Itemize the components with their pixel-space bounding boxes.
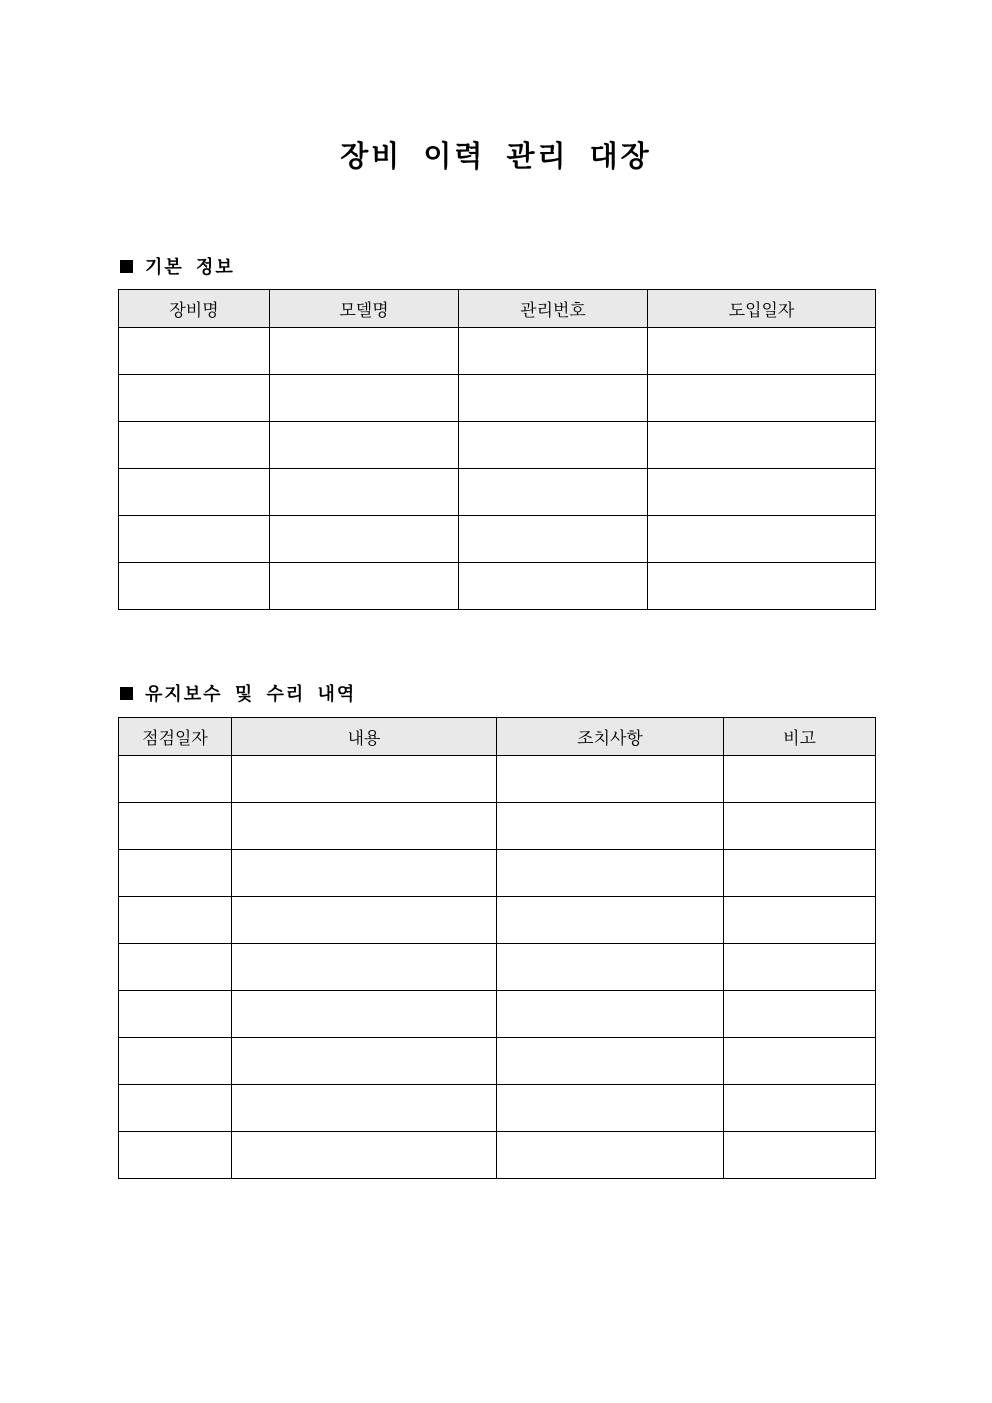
column-header-management-number: 관리번호 [459, 290, 648, 328]
empty-cell[interactable] [270, 375, 459, 422]
empty-cell[interactable] [119, 1038, 232, 1085]
table-row [119, 516, 876, 563]
empty-cell[interactable] [497, 991, 724, 1038]
empty-cell[interactable] [232, 1132, 497, 1179]
empty-cell[interactable] [648, 375, 876, 422]
empty-cell[interactable] [648, 328, 876, 375]
empty-cell[interactable] [459, 469, 648, 516]
table-header-row [119, 290, 876, 328]
empty-cell[interactable] [270, 328, 459, 375]
empty-cell[interactable] [459, 422, 648, 469]
empty-cell[interactable] [648, 563, 876, 610]
empty-cell[interactable] [648, 422, 876, 469]
empty-cell[interactable] [648, 516, 876, 563]
empty-cell[interactable] [724, 1038, 876, 1085]
empty-cell[interactable] [724, 944, 876, 991]
empty-cell[interactable] [497, 803, 724, 850]
table-row [119, 897, 876, 944]
section-heading-basic-info [118, 253, 235, 279]
empty-cell[interactable] [119, 756, 232, 803]
empty-cell[interactable] [119, 850, 232, 897]
empty-cell[interactable] [724, 756, 876, 803]
column-header-introduction-date: 도입일자 [648, 290, 876, 328]
column-header-model-name: 모델명 [270, 290, 459, 328]
empty-cell[interactable] [232, 1085, 497, 1132]
empty-cell[interactable] [497, 850, 724, 897]
empty-cell[interactable] [119, 944, 232, 991]
column-header-action-taken: 조치사항 [497, 718, 724, 756]
empty-cell[interactable] [232, 991, 497, 1038]
column-header-remarks: 비고 [724, 718, 876, 756]
empty-cell[interactable] [232, 803, 497, 850]
table-row [119, 756, 876, 803]
empty-cell[interactable] [119, 1085, 232, 1132]
empty-cell[interactable] [497, 1085, 724, 1132]
empty-cell[interactable] [724, 1132, 876, 1179]
square-bullet-icon [120, 687, 133, 700]
table-row [119, 328, 876, 375]
empty-cell[interactable] [119, 991, 232, 1038]
empty-cell[interactable] [232, 944, 497, 991]
table-row [119, 375, 876, 422]
empty-cell[interactable] [724, 1085, 876, 1132]
basic-info-table [118, 289, 876, 610]
empty-cell[interactable] [119, 1132, 232, 1179]
table-row [119, 991, 876, 1038]
empty-cell[interactable] [270, 469, 459, 516]
table-row [119, 469, 876, 516]
table-row [119, 1085, 876, 1132]
empty-cell[interactable] [724, 850, 876, 897]
table-row [119, 803, 876, 850]
empty-cell[interactable] [497, 1132, 724, 1179]
empty-cell[interactable] [270, 563, 459, 610]
column-header-content: 내용 [232, 718, 497, 756]
empty-cell[interactable] [459, 375, 648, 422]
empty-cell[interactable] [459, 328, 648, 375]
empty-cell[interactable] [497, 944, 724, 991]
empty-cell[interactable] [497, 1038, 724, 1085]
table-row [119, 563, 876, 610]
empty-cell[interactable] [119, 516, 270, 563]
table-row [119, 1038, 876, 1085]
empty-cell[interactable] [497, 756, 724, 803]
empty-cell[interactable] [119, 897, 232, 944]
empty-cell[interactable] [724, 991, 876, 1038]
empty-cell[interactable] [232, 850, 497, 897]
column-header-inspection-date: 점검일자 [119, 718, 232, 756]
empty-cell[interactable] [119, 469, 270, 516]
document-title: 장비 이력 관리 대장 [340, 139, 652, 173]
empty-cell[interactable] [648, 469, 876, 516]
table-row [119, 850, 876, 897]
empty-cell[interactable] [232, 1038, 497, 1085]
section-heading-label: 기본 정보 [145, 257, 235, 278]
empty-cell[interactable] [497, 897, 724, 944]
empty-cell[interactable] [119, 803, 232, 850]
empty-cell[interactable] [459, 563, 648, 610]
empty-cell[interactable] [724, 897, 876, 944]
empty-cell[interactable] [270, 422, 459, 469]
empty-cell[interactable] [459, 516, 648, 563]
table-row [119, 944, 876, 991]
table-header-row [119, 718, 876, 756]
square-bullet-icon [120, 260, 133, 273]
empty-cell[interactable] [119, 563, 270, 610]
table-row [119, 1132, 876, 1179]
empty-cell[interactable] [119, 422, 270, 469]
empty-cell[interactable] [119, 375, 270, 422]
empty-cell[interactable] [119, 328, 270, 375]
column-header-equipment-name: 장비명 [119, 290, 270, 328]
empty-cell[interactable] [270, 516, 459, 563]
section-heading-label: 유지보수 및 수리 내역 [145, 684, 357, 705]
empty-cell[interactable] [232, 756, 497, 803]
empty-cell[interactable] [724, 803, 876, 850]
empty-cell[interactable] [232, 897, 497, 944]
maintenance-history-table [118, 717, 876, 1179]
table-row [119, 422, 876, 469]
section-heading-maintenance [118, 680, 356, 706]
